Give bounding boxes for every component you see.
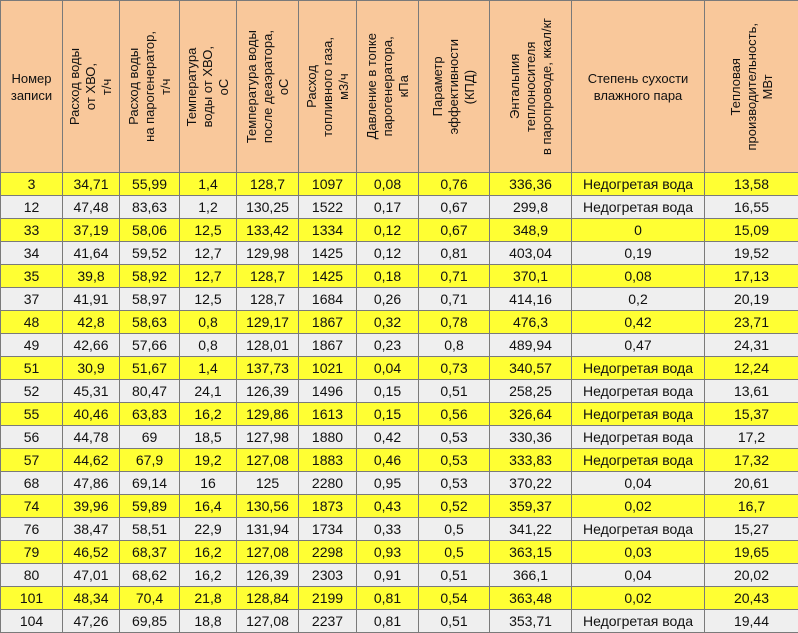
- table-cell: 38,47: [63, 518, 120, 541]
- table-cell: 0,73: [419, 357, 490, 380]
- table-cell: 137,73: [237, 357, 299, 380]
- table-cell: 41,64: [63, 242, 120, 265]
- table-cell: 16: [180, 472, 237, 495]
- table-cell: 47,48: [63, 196, 120, 219]
- table-cell: 0,67: [419, 219, 490, 242]
- table-cell: 366,1: [490, 564, 572, 587]
- table-cell: 0,15: [357, 403, 419, 426]
- column-header-label: Расход воды на парогенератор, т/ч: [125, 31, 173, 142]
- table-cell: 130,56: [237, 495, 299, 518]
- table-cell: 45,31: [63, 380, 120, 403]
- table-cell: 0,26: [357, 288, 419, 311]
- table-cell: 125: [237, 472, 299, 495]
- column-header-label: Энтальпия теплоносителя в паропроводе, ккал/кг: [506, 17, 554, 155]
- table-cell: 19,65: [705, 541, 798, 564]
- table-cell: 19,52: [705, 242, 798, 265]
- table-cell: 40,46: [63, 403, 120, 426]
- table-cell: 326,64: [490, 403, 572, 426]
- table-cell: 12,7: [180, 265, 237, 288]
- table-cell: 3: [1, 173, 63, 196]
- table-cell: 0,95: [357, 472, 419, 495]
- table-cell: 74: [1, 495, 63, 518]
- table-cell: 403,04: [490, 242, 572, 265]
- table-cell: 353,71: [490, 610, 572, 633]
- table-cell: 41,91: [63, 288, 120, 311]
- table-cell: 20,19: [705, 288, 798, 311]
- table-cell: 0: [572, 219, 705, 242]
- table-cell: 0,56: [419, 403, 490, 426]
- table-row: [1, 311, 798, 334]
- table-cell: 12,5: [180, 219, 237, 242]
- table-cell: 13,61: [705, 380, 798, 403]
- table-cell: 49: [1, 334, 63, 357]
- table-cell: 13,58: [705, 173, 798, 196]
- table-cell: 30,9: [63, 357, 120, 380]
- table-cell: 57: [1, 449, 63, 472]
- table-cell: 2237: [299, 610, 357, 633]
- table-cell: 340,57: [490, 357, 572, 380]
- table-cell: 20,02: [705, 564, 798, 587]
- table-cell: 47,86: [63, 472, 120, 495]
- table-cell: 0,8: [180, 334, 237, 357]
- table-cell: 70,4: [120, 587, 180, 610]
- table-cell: 1880: [299, 426, 357, 449]
- table-cell: 47,01: [63, 564, 120, 587]
- column-header: [419, 1, 490, 173]
- table-cell: 128,84: [237, 587, 299, 610]
- table-row: [1, 380, 798, 403]
- table-cell: Недогретая вода: [572, 449, 705, 472]
- table-cell: 16,2: [180, 403, 237, 426]
- table-cell: 341,22: [490, 518, 572, 541]
- table-cell: 63,83: [120, 403, 180, 426]
- column-header-label: Температура воды от ХВО, oC: [184, 45, 231, 128]
- table-row: [1, 518, 798, 541]
- table-cell: 0,42: [357, 426, 419, 449]
- column-header: [299, 1, 357, 173]
- table-cell: 128,01: [237, 334, 299, 357]
- table-cell: 0,18: [357, 265, 419, 288]
- table-cell: 363,48: [490, 587, 572, 610]
- table-cell: 476,3: [490, 311, 572, 334]
- table-cell: 130,25: [237, 196, 299, 219]
- table-cell: 104: [1, 610, 63, 633]
- table-cell: 59,89: [120, 495, 180, 518]
- table-cell: Недогретая вода: [572, 173, 705, 196]
- table-cell: 129,17: [237, 311, 299, 334]
- table-row: [1, 334, 798, 357]
- table-cell: 0,81: [357, 610, 419, 633]
- table-cell: Недогретая вода: [572, 196, 705, 219]
- table-cell: 69,14: [120, 472, 180, 495]
- table-cell: 2298: [299, 541, 357, 564]
- table-cell: 18,5: [180, 426, 237, 449]
- table-cell: 1522: [299, 196, 357, 219]
- table-cell: 55: [1, 403, 63, 426]
- table-cell: 1425: [299, 242, 357, 265]
- table-cell: 57,66: [120, 334, 180, 357]
- table-row: [1, 265, 798, 288]
- table-cell: 34,71: [63, 173, 120, 196]
- table-cell: 333,83: [490, 449, 572, 472]
- table-cell: 17,32: [705, 449, 798, 472]
- table-cell: 0,03: [572, 541, 705, 564]
- table-cell: 1867: [299, 311, 357, 334]
- table-cell: 12: [1, 196, 63, 219]
- column-header-label: Номер записи: [10, 70, 53, 103]
- table-cell: 299,8: [490, 196, 572, 219]
- table-cell: 0,54: [419, 587, 490, 610]
- table-cell: 24,31: [705, 334, 798, 357]
- table-cell: 0,51: [419, 610, 490, 633]
- table-row: [1, 219, 798, 242]
- table-cell: 33: [1, 219, 63, 242]
- table-cell: 51,67: [120, 357, 180, 380]
- table-cell: 80: [1, 564, 63, 587]
- table-cell: 16,2: [180, 541, 237, 564]
- table-cell: 42,8: [63, 311, 120, 334]
- table-cell: 359,37: [490, 495, 572, 518]
- table-cell: 1334: [299, 219, 357, 242]
- table-cell: 0,08: [572, 265, 705, 288]
- table-cell: 126,39: [237, 564, 299, 587]
- table-cell: 20,43: [705, 587, 798, 610]
- table-cell: 0,53: [419, 472, 490, 495]
- table-cell: 58,97: [120, 288, 180, 311]
- table-cell: 0,23: [357, 334, 419, 357]
- table-cell: 128,7: [237, 288, 299, 311]
- table-row: [1, 403, 798, 426]
- table-cell: 0,5: [419, 541, 490, 564]
- header-row: [1, 1, 798, 173]
- column-header-label: Степень сухости влажного пара: [587, 70, 689, 103]
- table-cell: 489,94: [490, 334, 572, 357]
- table-cell: 330,36: [490, 426, 572, 449]
- table-cell: 56: [1, 426, 63, 449]
- table-cell: 55,99: [120, 173, 180, 196]
- column-header-label: Расход воды от ХВО, т/ч: [67, 47, 114, 126]
- table-cell: Недогретая вода: [572, 610, 705, 633]
- table-cell: Недогретая вода: [572, 426, 705, 449]
- table-cell: 24,1: [180, 380, 237, 403]
- table-cell: 2199: [299, 587, 357, 610]
- table-cell: 1,4: [180, 173, 237, 196]
- table-cell: 0,91: [357, 564, 419, 587]
- table-cell: 17,13: [705, 265, 798, 288]
- table-row: [1, 541, 798, 564]
- table-cell: 16,7: [705, 495, 798, 518]
- table-cell: 44,62: [63, 449, 120, 472]
- table-cell: 1425: [299, 265, 357, 288]
- table-cell: 0,2: [572, 288, 705, 311]
- table-cell: 2280: [299, 472, 357, 495]
- table-cell: 1097: [299, 173, 357, 196]
- table-cell: 1496: [299, 380, 357, 403]
- table-cell: 0,81: [357, 587, 419, 610]
- table-cell: 80,47: [120, 380, 180, 403]
- table-cell: 1873: [299, 495, 357, 518]
- table-cell: 12,5: [180, 288, 237, 311]
- column-header-label: Тепловая производительность, МВт: [727, 22, 775, 151]
- table-cell: 47,26: [63, 610, 120, 633]
- table-cell: 0,12: [357, 242, 419, 265]
- table-cell: 58,06: [120, 219, 180, 242]
- column-header: [490, 1, 572, 173]
- table-cell: 37,19: [63, 219, 120, 242]
- table-cell: 19,2: [180, 449, 237, 472]
- table-cell: 51: [1, 357, 63, 380]
- table-cell: 0,53: [419, 449, 490, 472]
- table-cell: 39,8: [63, 265, 120, 288]
- table-cell: 76: [1, 518, 63, 541]
- table-cell: 0,04: [572, 472, 705, 495]
- table-cell: 39,96: [63, 495, 120, 518]
- table-cell: 44,78: [63, 426, 120, 449]
- table-cell: 37: [1, 288, 63, 311]
- table-cell: 0,8: [180, 311, 237, 334]
- table-row: [1, 564, 798, 587]
- table-cell: 48: [1, 311, 63, 334]
- column-header: [237, 1, 299, 173]
- table-cell: 336,36: [490, 173, 572, 196]
- table-cell: 0,5: [419, 518, 490, 541]
- table-cell: 128,7: [237, 173, 299, 196]
- column-header: [63, 1, 120, 173]
- table-cell: 69: [120, 426, 180, 449]
- table-cell: 58,63: [120, 311, 180, 334]
- table-row: [1, 472, 798, 495]
- table-cell: 42,66: [63, 334, 120, 357]
- table-cell: 0,42: [572, 311, 705, 334]
- table-cell: 131,94: [237, 518, 299, 541]
- table-cell: 15,37: [705, 403, 798, 426]
- table-cell: 2303: [299, 564, 357, 587]
- table-cell: 258,25: [490, 380, 572, 403]
- table-cell: 0,51: [419, 564, 490, 587]
- table-cell: 0,43: [357, 495, 419, 518]
- table-cell: 0,12: [357, 219, 419, 242]
- table-cell: 0,71: [419, 288, 490, 311]
- table-cell: 16,4: [180, 495, 237, 518]
- table-cell: 0,15: [357, 380, 419, 403]
- table-cell: 16,2: [180, 564, 237, 587]
- table-cell: 127,08: [237, 610, 299, 633]
- table-cell: Недогретая вода: [572, 357, 705, 380]
- table-cell: 58,51: [120, 518, 180, 541]
- table-cell: 0,67: [419, 196, 490, 219]
- table-row: [1, 449, 798, 472]
- table-row: [1, 587, 798, 610]
- table-cell: 0,76: [419, 173, 490, 196]
- table-cell: 16,55: [705, 196, 798, 219]
- table-cell: 414,16: [490, 288, 572, 311]
- table-cell: 0,71: [419, 265, 490, 288]
- table-cell: 0,02: [572, 587, 705, 610]
- table-cell: 48,34: [63, 587, 120, 610]
- table-cell: 0,53: [419, 426, 490, 449]
- column-header: [180, 1, 237, 173]
- table-row: [1, 495, 798, 518]
- table-cell: 129,86: [237, 403, 299, 426]
- table-cell: 129,98: [237, 242, 299, 265]
- table-cell: Недогретая вода: [572, 518, 705, 541]
- column-header-label: Расход топливного газа, м3/ч: [303, 36, 351, 137]
- table-cell: 22,9: [180, 518, 237, 541]
- table-cell: 19,44: [705, 610, 798, 633]
- table-cell: 1883: [299, 449, 357, 472]
- table-cell: 23,71: [705, 311, 798, 334]
- table-row: [1, 357, 798, 380]
- table-cell: 0,19: [572, 242, 705, 265]
- table-row: [1, 242, 798, 265]
- table-row: [1, 610, 798, 633]
- table-cell: 34: [1, 242, 63, 265]
- table-cell: 68: [1, 472, 63, 495]
- table-cell: 0,78: [419, 311, 490, 334]
- table-cell: 1734: [299, 518, 357, 541]
- table-cell: 59,52: [120, 242, 180, 265]
- table-cell: 0,32: [357, 311, 419, 334]
- table-cell: 363,15: [490, 541, 572, 564]
- table-cell: 83,63: [120, 196, 180, 219]
- table-cell: 68,37: [120, 541, 180, 564]
- table-cell: 0,17: [357, 196, 419, 219]
- table-cell: 0,81: [419, 242, 490, 265]
- column-header: [1, 1, 63, 173]
- table-cell: 0,47: [572, 334, 705, 357]
- table-cell: 12,7: [180, 242, 237, 265]
- table-cell: 1,2: [180, 196, 237, 219]
- column-header-label: Параметр эффективности (КПД): [430, 38, 477, 135]
- table-row: [1, 288, 798, 311]
- table-cell: 18,8: [180, 610, 237, 633]
- table-cell: 52: [1, 380, 63, 403]
- column-header-label: Давление в топке парогенератора, кПа: [363, 33, 411, 140]
- table-cell: 1684: [299, 288, 357, 311]
- table-cell: 128,7: [237, 265, 299, 288]
- table-cell: 0,04: [572, 564, 705, 587]
- table-cell: 79: [1, 541, 63, 564]
- column-header: [120, 1, 180, 173]
- table-cell: 0,46: [357, 449, 419, 472]
- table-cell: 21,8: [180, 587, 237, 610]
- table-cell: 126,39: [237, 380, 299, 403]
- table-cell: 46,52: [63, 541, 120, 564]
- table-cell: 20,61: [705, 472, 798, 495]
- table-cell: 1867: [299, 334, 357, 357]
- table-cell: 0,93: [357, 541, 419, 564]
- table-cell: 127,08: [237, 449, 299, 472]
- table-cell: 348,9: [490, 219, 572, 242]
- table-cell: 0,33: [357, 518, 419, 541]
- table-cell: 67,9: [120, 449, 180, 472]
- table-cell: 35: [1, 265, 63, 288]
- table-cell: 17,2: [705, 426, 798, 449]
- column-header-label: Температура воды после деаэратора, oC: [243, 29, 291, 144]
- column-header: [705, 1, 798, 173]
- table-cell: 68,62: [120, 564, 180, 587]
- table-row: [1, 173, 798, 196]
- table-cell: 15,09: [705, 219, 798, 242]
- table-cell: Недогретая вода: [572, 380, 705, 403]
- table-cell: 370,1: [490, 265, 572, 288]
- table-cell: 1,4: [180, 357, 237, 380]
- table-cell: 69,85: [120, 610, 180, 633]
- table-cell: 127,98: [237, 426, 299, 449]
- table-cell: 0,04: [357, 357, 419, 380]
- table-cell: 15,27: [705, 518, 798, 541]
- table-body: [1, 173, 798, 633]
- table-row: [1, 196, 798, 219]
- table-cell: 12,24: [705, 357, 798, 380]
- table-cell: 0,02: [572, 495, 705, 518]
- column-header: [572, 1, 705, 173]
- table-cell: 127,08: [237, 541, 299, 564]
- table-cell: 370,22: [490, 472, 572, 495]
- table-cell: 1021: [299, 357, 357, 380]
- table-cell: 0,08: [357, 173, 419, 196]
- table-cell: Недогретая вода: [572, 403, 705, 426]
- table-cell: 0,51: [419, 380, 490, 403]
- table-cell: 133,42: [237, 219, 299, 242]
- column-header: [357, 1, 419, 173]
- table-cell: 101: [1, 587, 63, 610]
- table-row: [1, 426, 798, 449]
- table-cell: 0,8: [419, 334, 490, 357]
- table-cell: 0,52: [419, 495, 490, 518]
- table-cell: 1613: [299, 403, 357, 426]
- table-cell: 58,92: [120, 265, 180, 288]
